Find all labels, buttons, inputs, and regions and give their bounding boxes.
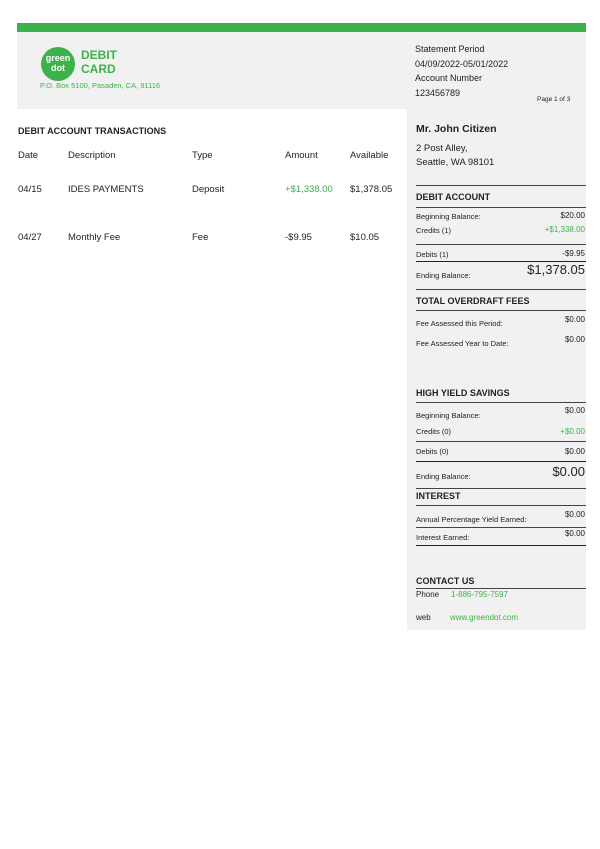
row-date: 04/15 [18, 184, 42, 195]
card-title [81, 48, 117, 76]
row-available: $10.05 [350, 232, 380, 243]
debit-beginning-value: $20.00 [560, 211, 585, 220]
card-title-line1: DEBIT [81, 48, 117, 62]
overdraft-ytd-value: $0.00 [564, 335, 585, 344]
divider [416, 505, 586, 506]
debit-beginning-label: Beginning Balance: [416, 212, 481, 221]
savings-credits-label: Credits (0) [416, 427, 452, 436]
divider [416, 488, 586, 489]
statement-period-label: Statement Period [415, 44, 485, 54]
overdraft-period-label: Fee Assessed this Period: [416, 319, 503, 328]
customer-address-line1: 2 Post Alley, [416, 143, 468, 154]
row-description: IDES PAYMENTS [68, 184, 144, 195]
divider [416, 244, 586, 245]
contact-web-link[interactable]: www.greendot.com [450, 613, 519, 622]
contact-web-label: web [416, 613, 431, 622]
divider [416, 310, 586, 311]
column-header-date: Date [18, 150, 39, 161]
greendot-logo [41, 47, 75, 81]
statement-info [415, 42, 508, 100]
debit-ending-value: $1,378.05 [527, 262, 585, 277]
row-description: Monthly Fee [68, 232, 121, 243]
savings-credits-value: +$0.00 [560, 427, 585, 436]
account-number-value: 123456789 [415, 87, 461, 98]
company-address: P.O. Box 5100, Pasaden, CA, 91116 [40, 81, 161, 90]
column-header-description: Description [68, 150, 116, 161]
savings-ending-value: $0.00 [552, 464, 585, 479]
interest-earned-label: Interest Earned: [416, 533, 470, 542]
customer-address [416, 142, 494, 170]
statement-header [17, 32, 586, 109]
page-number: Page 1 of 3 [537, 96, 571, 103]
debit-ending-label: Ending Balance: [416, 271, 471, 280]
transactions-title: DEBIT ACCOUNT TRANSACTIONS [18, 126, 167, 136]
debit-account-title: DEBIT ACCOUNT [416, 192, 491, 202]
overdraft-period-value: $0.00 [564, 315, 585, 324]
account-number-label: Account Number [415, 73, 483, 83]
debit-credits-value: +$1,338.00 [544, 225, 585, 234]
divider [416, 185, 586, 186]
divider [416, 527, 586, 528]
customer-name: Mr. John Citizen [416, 123, 497, 135]
summary-panel [407, 109, 586, 630]
interest-apy-value: $0.00 [564, 510, 585, 519]
divider [416, 289, 586, 290]
savings-debits-label: Debits (0) [416, 447, 449, 456]
overdraft-title: TOTAL OVERDRAFT FEES [416, 296, 530, 306]
contact-phone-value[interactable]: 1-886-795-7597 [451, 590, 508, 599]
logo-text-bottom: dot [51, 63, 65, 73]
contact-title: CONTACT US [416, 576, 475, 586]
savings-beginning-label: Beginning Balance: [416, 411, 481, 420]
divider [416, 545, 586, 546]
row-date: 04/27 [18, 232, 42, 243]
interest-apy-label: Annual Percentage Yield Earned: [416, 515, 527, 524]
debit-debits-value: -$9.95 [562, 249, 585, 258]
column-header-available: Available [350, 150, 389, 161]
savings-beginning-value: $0.00 [564, 406, 585, 415]
interest-title: INTEREST [416, 491, 461, 501]
divider [416, 588, 586, 589]
top-accent-bar [17, 23, 586, 32]
card-title-line2: CARD [81, 62, 116, 76]
debit-credits-label: Credits (1) [416, 226, 452, 235]
customer-address-line2: Seattle, WA 98101 [416, 157, 495, 168]
savings-debits-value: $0.00 [564, 447, 585, 456]
savings-ending-label: Ending Balance: [416, 472, 471, 481]
savings-title: HIGH YIELD SAVINGS [416, 388, 510, 398]
row-type: Deposit [192, 184, 225, 195]
column-header-type: Type [192, 150, 213, 161]
row-available: $1,378.05 [350, 184, 393, 195]
divider [416, 207, 586, 208]
debit-debits-label: Debits (1) [416, 250, 449, 259]
interest-earned-value: $0.00 [564, 529, 585, 538]
logo-text-top: green [45, 53, 71, 63]
divider [416, 441, 586, 442]
row-amount: +$1,338.00 [285, 184, 333, 195]
overdraft-ytd-label: Fee Assessed Year to Date: [416, 339, 509, 348]
row-type: Fee [192, 232, 209, 243]
divider [416, 402, 586, 403]
column-header-amount: Amount [285, 150, 318, 161]
contact-phone-label: Phone [416, 590, 440, 599]
divider [416, 461, 586, 462]
statement-period-value: 04/09/2022-05/01/2022 [415, 58, 509, 69]
row-amount: -$9.95 [285, 232, 312, 243]
